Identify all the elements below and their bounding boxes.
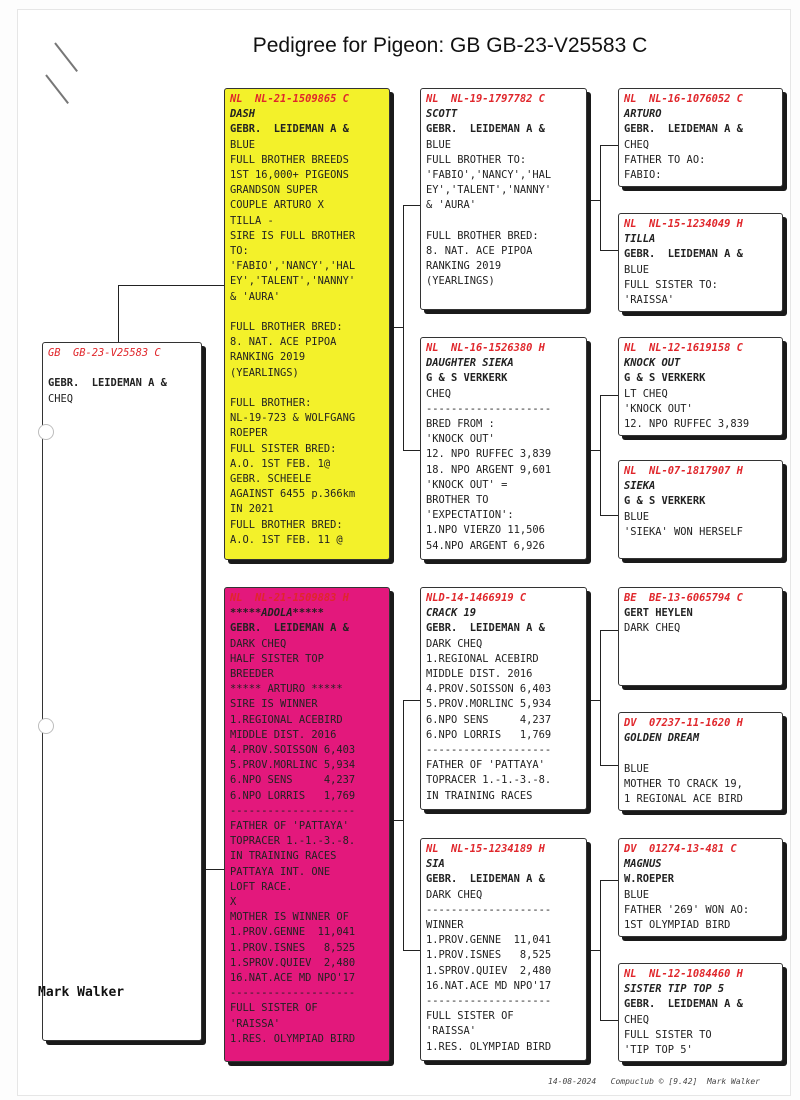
info-line: 'SIEKA' WON HERSELF <box>624 525 743 538</box>
connector-line <box>600 880 618 881</box>
info-line: 6.NPO LORRIS 1,769 <box>230 789 356 802</box>
ring-number: NL-12-1619158 C <box>649 342 743 354</box>
info-line <box>624 746 777 761</box>
pigeon-name: DAUGHTER SIEKA <box>426 357 514 370</box>
ring-number: NL-12-1084460 H <box>649 968 743 980</box>
ring-number: 01274-13-481 C <box>649 843 737 855</box>
info-line: FABIO: <box>624 169 662 182</box>
info-line: & 'AURA' <box>230 290 281 303</box>
ring-country: NL <box>426 93 439 105</box>
ring-country: NLD-14-1466919 C <box>426 592 527 604</box>
breeder-name: GEBR. LEIDEMAN A & <box>230 622 349 635</box>
info-line: 'RAISSA' <box>230 1017 281 1030</box>
connector-line <box>587 450 600 451</box>
breeder-name: GEBR. LEIDEMAN A & <box>426 622 545 635</box>
info-line: PATTAYA INT. ONE <box>230 865 331 878</box>
info-line: BRED FROM : <box>426 418 495 431</box>
connector-line <box>390 327 403 328</box>
info-line: CHEQ <box>624 138 650 151</box>
info-line: 1.REGIONAL ACEBIRD <box>230 713 343 726</box>
owner-name: Mark Walker <box>38 985 125 1000</box>
footer-credit <box>548 1077 760 1086</box>
info-line: CHEQ <box>426 387 452 400</box>
ring-number: 07237-11-1620 H <box>649 717 743 729</box>
connector-line <box>403 205 404 450</box>
info-line: AGAINST 6455 p.366km <box>230 488 356 501</box>
info-line: TO: <box>230 245 249 258</box>
ring-header <box>624 464 777 479</box>
info-line: 4.PROV.SOISSON 6,403 <box>426 683 552 696</box>
breeder-name: G & S VERKERK <box>624 495 706 508</box>
ring-header <box>624 217 777 232</box>
info-line: 1.SPROV.QUIEV 2,480 <box>230 956 356 969</box>
info-line: 'KNOCK OUT' = <box>426 478 508 491</box>
ring-country: BE <box>624 592 637 604</box>
info-line: 18. NPO ARGENT 9,601 <box>426 463 552 476</box>
info-line: 1.NPO VIERZO 11,506 <box>426 524 545 537</box>
info-line: IN 2021 <box>230 503 274 516</box>
ring-number: NL-16-1526380 H <box>451 342 545 354</box>
connector-line <box>600 765 618 766</box>
info-line: DARK CHEQ <box>230 637 287 650</box>
ring-number: NL-15-1234189 H <box>451 843 545 855</box>
info-line: WINNER <box>426 919 464 932</box>
pigeon-name: SISTER TIP TOP 5 <box>624 983 725 996</box>
dam-sire-card[interactable] <box>420 587 587 810</box>
info-line: -------------------- <box>426 995 552 1008</box>
footer-software: Compuclub © [9.42] <box>610 1077 698 1086</box>
info-line: BLUE <box>624 762 650 775</box>
breeder-name: GEBR. LEIDEMAN A & <box>230 123 349 136</box>
info-line: BROTHER TO <box>426 494 489 507</box>
connector-line <box>390 820 403 821</box>
ring-number: NL-19-1797782 C <box>451 93 545 105</box>
info-line: A.O. 1ST FEB. 1@ <box>230 457 331 470</box>
dam-card[interactable] <box>224 587 390 1062</box>
info-line: 'KNOCK OUT' <box>624 402 693 415</box>
info-line: MOTHER TO CRACK 19, <box>624 777 743 790</box>
connector-line <box>587 200 600 201</box>
info-line: EY','TALENT','NANNY' <box>426 184 552 197</box>
info-line: DARK CHEQ <box>426 888 483 901</box>
ring-header <box>230 92 384 107</box>
ring-country: NL <box>624 968 637 980</box>
info-line: IN TRAINING RACES <box>426 789 533 802</box>
pigeon-name: DASH <box>230 108 256 121</box>
sd-dam-card[interactable] <box>618 460 783 559</box>
info-line: 5.PROV.MORLINC 5,934 <box>426 698 552 711</box>
info-line <box>230 305 384 320</box>
info-line: RANKING 2019 <box>230 351 306 364</box>
info-line: BLUE <box>426 138 452 151</box>
info-line: (YEARLINGS) <box>230 366 299 379</box>
info-line: SIRE IS WINNER <box>230 698 318 711</box>
info-line: A.O. 1ST FEB. 11 @ <box>230 533 343 546</box>
ring-number: GB-23-V25583 C <box>73 347 161 359</box>
info-line: 5.PROV.MORLINC 5,934 <box>230 759 356 772</box>
ring-header <box>230 591 384 606</box>
info-line: 8. NAT. ACE PIPOA <box>230 336 337 349</box>
pigeon-name: SIA <box>426 858 445 871</box>
connector-line <box>600 395 618 396</box>
info-line: BLUE <box>624 510 650 523</box>
breeder-name: GEBR. LEIDEMAN A & <box>48 377 167 390</box>
info-line: FATHER TO AO: <box>624 153 706 166</box>
ring-country: NL <box>624 342 637 354</box>
breeder-name: G & S VERKERK <box>624 372 706 385</box>
pigeon-name: SIEKA <box>624 480 656 493</box>
info-line: 1.PROV.GENNE 11,041 <box>230 926 356 939</box>
info-line: 1.RES. OLYMPIAD BIRD <box>426 1040 552 1053</box>
ss-sire-card[interactable] <box>618 88 783 187</box>
info-line: GEBR. SCHEELE <box>230 473 312 486</box>
ring-number: BE-13-6065794 C <box>649 592 743 604</box>
info-line: 'EXPECTATION': <box>426 509 514 522</box>
info-line: MIDDLE DIST. 2016 <box>426 668 533 681</box>
info-line: (YEARLINGS) <box>426 275 495 288</box>
ring-country: GB <box>48 347 61 359</box>
ring-header <box>624 842 777 857</box>
info-line <box>426 214 581 229</box>
connector-line <box>600 145 601 250</box>
punch-hole <box>38 718 54 734</box>
info-line: BLUE <box>624 263 650 276</box>
ring-country: NL <box>624 93 637 105</box>
connector-line <box>600 630 618 631</box>
pigeon-name: TILLA <box>624 233 656 246</box>
info-line: FATHER OF 'PATTAYA' <box>230 820 349 833</box>
info-line: 12. NPO RUFFEC 3,839 <box>624 418 750 431</box>
breeder-name: GEBR. LEIDEMAN A & <box>624 248 743 261</box>
ring-country: DV <box>624 843 637 855</box>
info-line: FULL SISTER BRED: <box>230 442 337 455</box>
breeder-name: GEBR. LEIDEMAN A & <box>426 873 545 886</box>
info-line: FULL BROTHER BREEDS <box>230 153 349 166</box>
info-line <box>230 381 384 396</box>
info-line: FULL BROTHER: <box>230 397 312 410</box>
info-line: COUPLE ARTURO X <box>230 199 324 212</box>
connector-line <box>587 700 600 701</box>
info-line: 1.REGIONAL ACEBIRD <box>426 652 539 665</box>
ring-header <box>624 967 777 982</box>
info-line: 54.NPO ARGENT 6,926 <box>426 539 545 552</box>
info-line: MOTHER IS WINNER OF <box>230 911 349 924</box>
info-line: TILLA - <box>230 214 274 227</box>
sire-dam-card[interactable] <box>420 337 587 560</box>
breeder-name: G & S VERKERK <box>426 372 508 385</box>
footer-date: 14-08-2024 <box>548 1077 597 1086</box>
pigeon-name: GOLDEN DREAM <box>624 732 700 745</box>
connector-line <box>403 700 404 950</box>
info-line: FULL BROTHER BRED: <box>426 229 539 242</box>
dam-dam-card[interactable] <box>420 838 587 1061</box>
pigeon-name: ARTURO <box>624 108 662 121</box>
color-line: CHEQ <box>48 392 74 405</box>
info-line: & 'AURA' <box>426 199 477 212</box>
info-line: -------------------- <box>230 987 356 1000</box>
ring-country: DV <box>624 717 637 729</box>
pigeon-name: SCOTT <box>426 108 458 121</box>
breeder-name: GEBR. LEIDEMAN A & <box>624 998 743 1011</box>
info-line: 6.NPO SENS 4,237 <box>230 774 356 787</box>
connector-line <box>403 700 420 701</box>
info-line: TOPRACER 1.-1.-3.-8. <box>230 835 356 848</box>
info-line: FULL BROTHER BRED: <box>230 321 343 334</box>
ring-number: NL-07-1817907 H <box>649 465 743 477</box>
info-line: 1ST 16,000+ PIGEONS <box>230 169 349 182</box>
info-line: FULL SISTER OF <box>230 1002 318 1015</box>
info-line: 12. NPO RUFFEC 3,839 <box>426 448 552 461</box>
connector-line <box>600 1020 618 1021</box>
ring-number: NL-16-1076052 C <box>649 93 743 105</box>
connector-line <box>600 250 618 251</box>
info-line: -------------------- <box>230 804 356 817</box>
connector-line <box>403 205 420 206</box>
info-line: 'RAISSA' <box>426 1025 477 1038</box>
info-line: RANKING 2019 <box>426 260 502 273</box>
info-line: FULL BROTHER BRED: <box>230 518 343 531</box>
connector-line <box>600 145 618 146</box>
info-line: IN TRAINING RACES <box>230 850 337 863</box>
ring-country: NL <box>624 465 637 477</box>
ring-number: NL-21-1509865 C <box>255 93 349 105</box>
ring-header <box>624 591 777 606</box>
ring-number: NL-21-1509883 H <box>255 592 349 604</box>
info-line: NL-19-723 & WOLFGANG <box>230 412 356 425</box>
pigeon-name: CRACK 19 <box>426 607 477 620</box>
connector-line <box>600 515 618 516</box>
ring-country: NL <box>426 843 439 855</box>
info-line: CHEQ <box>624 1013 650 1026</box>
breeder-name: GEBR. LEIDEMAN A & <box>426 123 545 136</box>
info-line: BREEDER <box>230 668 274 681</box>
ring-header <box>426 92 581 107</box>
info-line: MIDDLE DIST. 2016 <box>230 728 337 741</box>
info-line: 'RAISSA' <box>624 294 675 307</box>
info-line: 6.NPO SENS 4,237 <box>426 713 552 726</box>
breeder-name: GERT HEYLEN <box>624 607 693 620</box>
connector-line <box>600 880 601 1020</box>
info-line: LOFT RACE. <box>230 880 293 893</box>
info-line: 1 REGIONAL ACE BIRD <box>624 793 743 806</box>
footer-user: Mark Walker <box>706 1077 760 1086</box>
info-line: 8. NAT. ACE PIPOA <box>426 245 533 258</box>
info-line: 'FABIO','NANCY','HAL <box>426 169 552 182</box>
info-line: EY','TALENT','NANNY' <box>230 275 356 288</box>
info-line: 'KNOCK OUT' <box>426 433 495 446</box>
pigeon-name: *****ADOLA***** <box>230 607 324 620</box>
info-line: FATHER OF 'PATTAYA' <box>426 759 545 772</box>
info-line: 16.NAT.ACE MD NPO'17 <box>426 979 552 992</box>
ss-dam-card[interactable] <box>618 213 783 312</box>
info-line: FATHER '269' WON AO: <box>624 903 750 916</box>
connector-line <box>403 450 420 451</box>
info-line: -------------------- <box>426 903 552 916</box>
info-line: -------------------- <box>426 744 552 757</box>
ring-header <box>624 92 777 107</box>
ring-country: NL <box>624 218 637 230</box>
info-line: 1ST OLYMPIAD BIRD <box>624 919 731 932</box>
ds-sire-card[interactable] <box>618 587 783 686</box>
connector-line <box>118 285 119 343</box>
ring-number: NL-15-1234049 H <box>649 218 743 230</box>
info-line: DARK CHEQ <box>624 622 681 635</box>
punch-hole <box>38 424 54 440</box>
ring-header <box>426 842 581 857</box>
info-line: TOPRACER 1.-1.-3.-8. <box>426 774 552 787</box>
connector-line <box>118 285 224 286</box>
info-line: FULL SISTER TO <box>624 1028 712 1041</box>
ring-country: NL <box>426 342 439 354</box>
ring-header <box>624 341 777 356</box>
info-line: 1.SPROV.QUIEV 2,480 <box>426 964 552 977</box>
info-line: GRANDSON SUPER <box>230 184 318 197</box>
info-line: BLUE <box>624 888 650 901</box>
ring-country: NL <box>230 93 243 105</box>
info-line: ROEPER <box>230 427 268 440</box>
dd-sire-card[interactable] <box>618 838 783 937</box>
info-line: DARK CHEQ <box>426 637 483 650</box>
dd-dam-card[interactable] <box>618 963 783 1062</box>
connector-line <box>600 630 601 765</box>
info-line: BLUE <box>230 138 256 151</box>
info-line: FULL SISTER OF <box>426 1010 514 1023</box>
info-line: HALF SISTER TOP <box>230 652 324 665</box>
pigeon-name: MAGNUS <box>624 858 662 871</box>
info-line: 'FABIO','NANCY','HAL <box>230 260 356 273</box>
connector-line <box>587 950 600 951</box>
info-line: LT CHEQ <box>624 387 668 400</box>
info-line: 6.NPO LORRIS 1,769 <box>426 728 552 741</box>
info-line: 1.PROV.ISNES 8,525 <box>230 941 356 954</box>
sire-sire-card[interactable] <box>420 88 587 310</box>
subject-pigeon-card[interactable] <box>42 342 202 1041</box>
info-line: 16.NAT.ACE MD NPO'17 <box>230 972 356 985</box>
ring-header <box>624 716 777 731</box>
info-line: ***** ARTURO ***** <box>230 683 343 696</box>
info-line: FULL BROTHER TO: <box>426 153 527 166</box>
ds-dam-card[interactable] <box>618 712 783 811</box>
info-line: 1.PROV.GENNE 11,041 <box>426 934 552 947</box>
sd-sire-card[interactable] <box>618 337 783 436</box>
info-line: FULL SISTER TO: <box>624 278 718 291</box>
pigeon-name: KNOCK OUT <box>624 357 681 370</box>
info-line: X <box>230 896 237 909</box>
ring-country: NL <box>230 592 243 604</box>
info-line: -------------------- <box>426 402 552 415</box>
info-line: SIRE IS FULL BROTHER <box>230 229 356 242</box>
ring-header <box>426 341 581 356</box>
sire-card[interactable] <box>224 88 390 560</box>
info-line: 4.PROV.SOISSON 6,403 <box>230 744 356 757</box>
ring-header <box>426 591 581 606</box>
connector-line <box>600 395 601 515</box>
info-line: 1.RES. OLYMPIAD BIRD <box>230 1032 356 1045</box>
info-line: 'TIP TOP 5' <box>624 1044 693 1057</box>
info-line: 1.PROV.ISNES 8,525 <box>426 949 552 962</box>
breeder-name: W.ROEPER <box>624 873 675 886</box>
page-title: Pedigree for Pigeon: GB GB-23-V25583 C <box>252 34 648 57</box>
connector-line <box>403 950 420 951</box>
breeder-name: GEBR. LEIDEMAN A & <box>624 123 743 136</box>
